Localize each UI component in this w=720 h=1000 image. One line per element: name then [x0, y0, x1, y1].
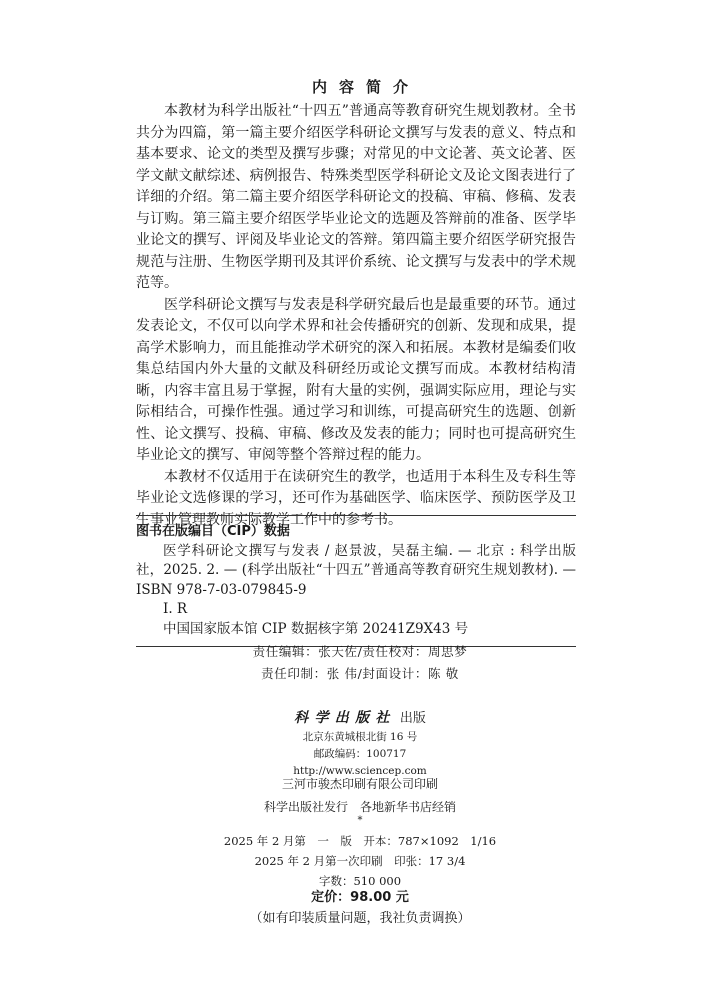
credits [0, 641, 720, 685]
printing-info [0, 773, 720, 819]
page-title: 内容简介 [311, 78, 420, 96]
publisher-logo: 科学出版社 [294, 710, 396, 726]
quality-notice: （如有印装质量问题，我社负责调换） [249, 911, 471, 926]
separator-star: * [357, 815, 363, 826]
publisher-address: 北京东黄城根北街 16 号 [302, 731, 418, 743]
printer-name: 三河市骏杰印刷有限公司印刷 [281, 777, 438, 791]
intro-section [136, 101, 576, 531]
cip-classification: Ⅰ. R [163, 601, 188, 618]
intro-paragraph: 医学科研论文撰写与发表是科学研究最后也是最重要的环节。通过发表论文，不仅可以向学术界和社会传播研究的创新、发现和成果，提高学术影响力，而且能推动学术研究的深入和拓展。本教材是编委们收集总结国内外大量的文献及科研经历或论文撰写而成。本教材结构清晰，内容丰富且易于掌握，附有大量的实例，强调实际应用，理论与实际相结合，可操作性强。通过学习和训练，可提高研究生的选题、创新性、论文撰写、投稿、审稿、修改及发表的能力；同时也可提高研究生毕业论文的撰写、审阅等整个答辩过程的能力。 [136, 296, 576, 463]
cip-record: 医学科研论文撰写与发表 / 赵景波，吴磊主编. — 北京 : 科学出版社，2025. 2. — (科学出版社“十四五”普通高等教育研究生规划教材). — ISBN 978-7-03-079845-9 [136, 542, 576, 598]
credits-line-production: 责任印制：张 伟/封面设计：陈 敬 [261, 666, 459, 681]
cip-approval: 中国国家版本馆 CIP 数据核字第 20241Z9X43 号 [163, 620, 469, 637]
edition-line: 2025 年 2 月第 一 版 开本：787×1092 1/16 [223, 834, 497, 848]
distribution-line: 科学出版社发行 各地新华书店经销 [263, 800, 456, 814]
printing-line: 2025 年 2 月第一次印刷 印张：17 3/4 [254, 854, 466, 868]
word-count: 字数：510 000 [318, 874, 402, 888]
cip-block [136, 515, 576, 647]
credits-line-editors: 责任编辑：张天佐/责任校对：周思梦 [252, 644, 468, 659]
price: 定价：98.00 元 [311, 890, 409, 905]
publisher-postcode: 邮政编码：100717 [313, 748, 407, 760]
publisher-line [0, 707, 720, 727]
intro-paragraph: 本教材为科学出版社“十四五”普通高等教育研究生规划教材。全书共分为四篇，第一篇主要介绍医学科研论文撰写与发表的意义、特点和基本要求、论文的类型及撰写步骤；对常见的中文论著、英文论著、医学文献文献综述、病例报告、特殊类型医学科研论文及论文图表进行了详细的介绍。第二篇主要介绍医学科研论文的投稿、审稿、修稿、发表与订购。第三篇主要介绍医学毕业论文的选题及答辩前的准备、医学毕业论文的撰写、评阅及毕业论文的答辩。第四篇主要介绍医学研究报告规范与注册、生物医学期刊及其评价系统、论文撰写与发表中的学术规范等。 [136, 103, 576, 291]
edition-info [0, 831, 720, 891]
cip-heading: 图书在版编目（CIP）数据 [136, 524, 290, 539]
publisher-suffix: 出版 [399, 711, 426, 726]
intro-paragraph: 本教材不仅适用于在读研究生的教学，也适用于本科生及专科生等毕业论文选修课的学习，还可作为基础医学、临床医学、预防医学及卫生事业管理教师实际教学工作中的参考书。 [136, 468, 576, 528]
publisher-url: http://www.sciencep.com [293, 765, 427, 777]
